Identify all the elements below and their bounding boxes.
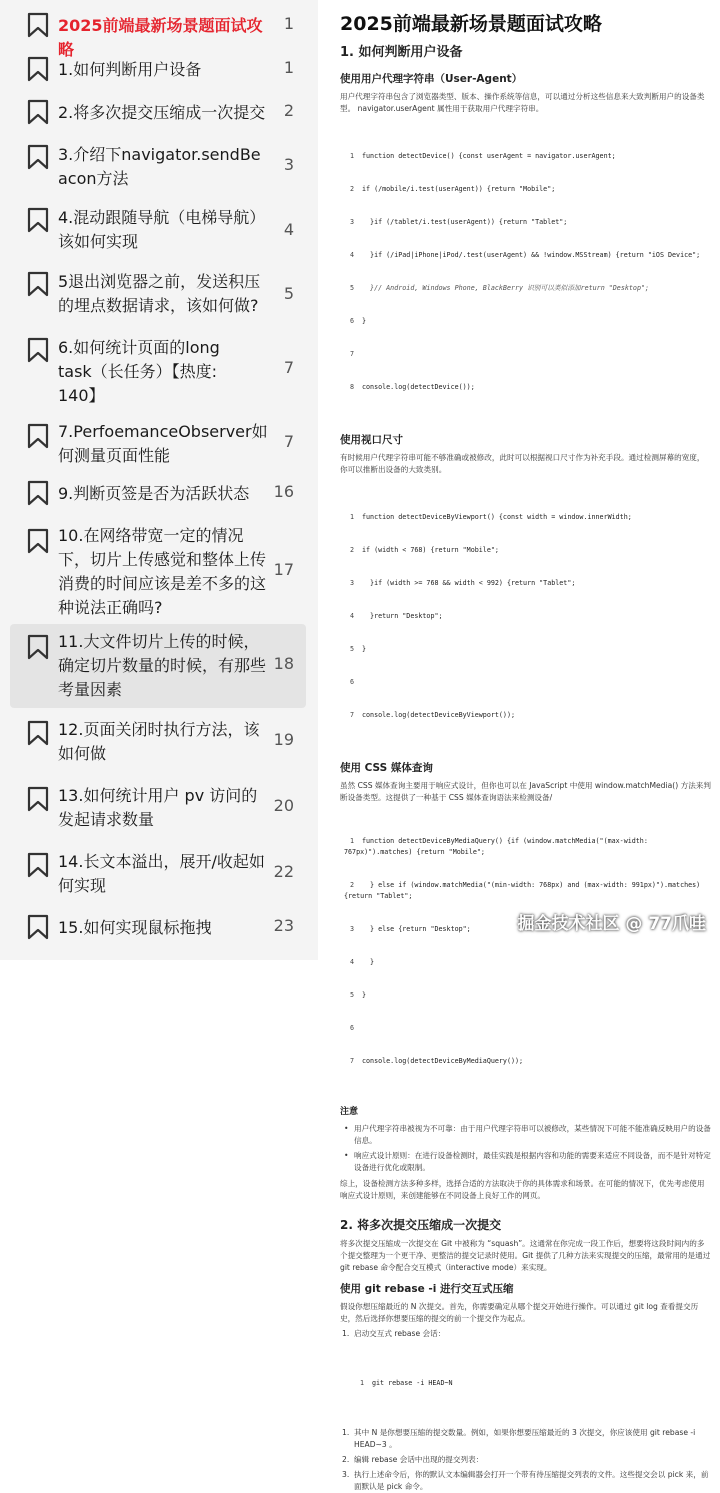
code-line: } else if (window.matchMedia("(min-width: 768px) and (max-width: 991px)").matches) {return "Tablet"; [344, 881, 705, 900]
toc-item-page: 23 [273, 916, 294, 935]
toc-item-label: 2025前端最新场景题面试攻略 [58, 16, 263, 59]
toc-item[interactable] [10, 520, 306, 620]
bookmark-icon [27, 423, 49, 449]
step-text: 启动交互式 rebase 会话： [354, 1329, 446, 1338]
bookmark-icon [27, 207, 49, 233]
note-item: • 响应式设计原则：在进行设备检测时，最佳实践是根据内容和功能的需要来适应不同设备，而不是针对特定设备进行优化或限制。 [340, 1150, 712, 1174]
watermark: 掘金技术社区 @ 77爪哇 [517, 914, 706, 934]
code-line: } [362, 958, 375, 966]
toc-item[interactable] [10, 846, 306, 902]
code-line: }if (width >= 768 && width < 992) {return "Tablet"; [362, 579, 576, 587]
bookmark-icon [27, 480, 49, 506]
toc-item-page: 19 [273, 730, 294, 749]
toc-item[interactable] [10, 780, 306, 836]
toc-item-label: 7.PerfoemanceObserver如何测量页面性能 [58, 422, 268, 465]
code-block: 1 function detectDeviceByMediaQuery() {if (window.matchMedia("(max-width: 767px)").matches) {return "Mobile"; 2 } else if (window.matchMedia("(min-width: 768px) and (max-width: 991px)").matches) {return "Tablet"; 3 } else {return "Desktop"; 4 } 5 } 6 7 console.log(detectDeviceByMediaQuery()); [344, 837, 705, 1065]
code-line: }if (/iPad|iPhone|iPod/.test(userAgent) && !window.MSStream) {return "iOS Device"; [362, 251, 701, 259]
paragraph: 假设你想压缩最近的 N 次提交。首先，你需要确定从哪个提交开始进行操作。可以通过 git log 查看提交历史，然后选择你想要压缩的提交的前一个提交作为起点。 [340, 1302, 699, 1323]
code-line: } else {return "Desktop"; [362, 925, 471, 933]
code-line: }return "Desktop"; [362, 612, 443, 620]
toc-item-label: 3.介绍下navigator.sendBeacon方法 [58, 145, 261, 188]
toc-item-label: 6.如何统计页面的long task（长任务）【热度: 140】 [58, 338, 220, 405]
toc-item-page: 1 [283, 58, 294, 77]
toc-item-page: 7 [283, 358, 294, 377]
toc-item-page: 4 [283, 220, 294, 239]
step-text: 执行上述命令后，你的默认文本编辑器会打开一个带有待压缩提交列表的文件。这些提交会以 pick 来，前面默认是 pick 命令。 [354, 1470, 709, 1491]
bookmark-icon [27, 720, 49, 746]
toc-item-label: 15.如何实现鼠标拖拽 [58, 918, 212, 937]
bookmark-icon [27, 914, 49, 940]
toc-item[interactable] [10, 416, 306, 472]
code-line: console.log(detectDeviceByMediaQuery()); [362, 1057, 524, 1065]
bookmark-icon [27, 528, 49, 554]
toc-item-label: 10.在网络带宽一定的情况下，切片上传感觉和整体上传消费的时间应该是差不多的这种说法正确吗? [58, 526, 267, 617]
code-line: console.log(detectDevice()); [362, 383, 475, 391]
toc-item[interactable] [10, 137, 306, 193]
bookmark-icon [27, 56, 49, 82]
bookmark-icon [27, 144, 49, 170]
step-text: 其中 N 是你想要压缩的提交数量。例如，如果你想要压缩最近的 3 次提交，你应该使用 git rebase -i HEAD~3 。 [354, 1428, 696, 1449]
bookmark-icon [27, 12, 49, 38]
toc-item[interactable] [10, 910, 306, 946]
note-item: • 用户代理字符串被视为不可靠：由于用户代理字符串可以被修改，某些情况下可能不能准确反映用户的设备信息。 [340, 1123, 712, 1147]
toc-item[interactable] [10, 93, 306, 129]
step-item: 3. 执行上述命令后，你的默认文本编辑器会打开一个带有待压缩提交列表的文件。这些提交会以 pick 来，前面默认是 pick 命令。 [342, 1470, 709, 1491]
subsection-heading: 使用 CSS 媒体查询 [340, 762, 433, 774]
paragraph: 综上，设备检测方法多种多样，选择合适的方法取决于你的具体需求和场景。在可能的情况下，优先考虑使用响应式设计原则，来创建能够在不同设备上良好工作的网页。 [340, 1179, 705, 1200]
toc-sidebar [0, 0, 318, 960]
code-block: 1 git rebase -i HEAD~N [359, 1379, 453, 1387]
toc-item[interactable] [10, 264, 306, 322]
toc-item-label: 11.大文件切片上传的时候，确定切片数量的时候，有那些考量因素 [58, 632, 267, 699]
subsection-heading: 使用用户代理字符串（User-Agent） [340, 73, 523, 85]
code-line: if (width < 768) {return "Mobile"; [362, 546, 499, 554]
toc-item[interactable] [10, 50, 306, 86]
toc-item-page: 18 [273, 654, 294, 673]
toc-item-page: 5 [283, 284, 294, 303]
toc-item-label: 13.如何统计用户 pv 访问的发起请求数量 [58, 786, 258, 829]
bookmark-icon [27, 852, 49, 878]
code-line: git rebase -i HEAD~N [372, 1379, 453, 1387]
bookmark-icon [27, 634, 49, 660]
toc-item-label: 14.长文本溢出，展开/收起如何实现 [58, 852, 265, 895]
code-block: 1 function detectDevice() {const userAgent = navigator.userAgent; 2 if (/mobile/i.test(userAgent)) {return "Mobile"; 3 }if (/tablet/i.test(userAgent)) {return "Tablet"; 4 }if (/iPad|iPhone|iPod/.test(userAgent) && !window.MSStream) {return "iOS Device"; 5 }// Android, Windows Phone, BlackBerry 识别可以类似添加return "Desktop"; 6 } 7 8 console.log(detectDevice()); [349, 152, 701, 391]
code-line: console.log(detectDeviceByViewport()); [362, 711, 515, 719]
toc-item-page: 17 [273, 560, 294, 579]
toc-item[interactable] [10, 476, 306, 512]
bookmark-icon [27, 99, 49, 125]
toc-item-page: 16 [273, 482, 294, 501]
paragraph: 有时候用户代理字符串可能不够准确或被修改，此时可以根据视口尺寸作为补充手段。通过检测屏幕的宽度，你可以推断出设备的大致类别。 [340, 453, 705, 474]
code-line: function detectDeviceByViewport() {const width = window.innerWidth; [362, 513, 632, 521]
step-item: 1. 启动交互式 rebase 会话： [342, 1329, 446, 1338]
code-line: } [362, 645, 367, 653]
note-heading: 注意 [340, 1107, 359, 1117]
code-line: function detectDevice() {const userAgent = navigator.userAgent; [362, 152, 616, 160]
section-heading: 1. 如何判断用户设备 [340, 45, 463, 60]
bookmark-icon [27, 337, 49, 363]
toc-item[interactable] [10, 330, 306, 410]
document-page [318, 0, 720, 1491]
toc-item-label: 1.如何判断用户设备 [58, 60, 202, 79]
paragraph: 将多次提交压缩成一次提交在 Git 中被称为 “squash”。这通常在你完成一段工作后，想要将这段时间内的多个提交整理为一个更干净、更整洁的提交记录时使用。Git 提供了几种方法来实现提交的压缩，最常用的是通过 git rebase 命令配合交互模式（interactive mode）来实现。 [340, 1239, 711, 1272]
toc-item[interactable] [10, 200, 306, 258]
code-line: if (/mobile/i.test(userAgent)) {return "Mobile"; [362, 185, 556, 193]
section-heading: 2. 将多次提交压缩成一次提交 [340, 1218, 502, 1232]
bookmark-icon [27, 271, 49, 297]
paragraph: 用户代理字符串包含了浏览器类型、版本、操作系统等信息，可以通过分析这些信息来大致判断用户的设备类型。 navigator.userAgent 属性用于获取用户代理字符串。 [340, 92, 705, 113]
toc-item[interactable] [10, 6, 306, 59]
toc-item-label: 2.将多次提交压缩成一次提交 [58, 103, 266, 122]
code-line: } [362, 317, 367, 325]
subsection-heading: 使用 git rebase -i 进行交互式压缩 [340, 1283, 514, 1295]
toc-item-active[interactable] [10, 624, 306, 708]
toc-item[interactable] [10, 714, 306, 770]
code-line: }// Android, Windows Phone, BlackBerry 识别可以类似添加return "Desktop"; [362, 284, 650, 292]
toc-item-page: 22 [273, 862, 294, 881]
code-line: function detectDeviceByMediaQuery() {if (window.matchMedia("(max-width: 767px)").matches) {return "Mobile"; [344, 837, 652, 856]
step-item: 1. 其中 N 是你想要压缩的提交数量。例如，如果你想要压缩最近的 3 次提交，你应该使用 git rebase -i HEAD~3 。 [342, 1428, 696, 1449]
toc-item-page: 2 [283, 101, 294, 120]
code-block: 1 function detectDeviceByViewport() {const width = window.innerWidth; 2 if (width < 768) {return "Mobile"; 3 }if (width >= 768 && width < 992) {return "Tablet"; 4 }return "Desktop"; 5 } 6 7 console.log(detectDeviceByViewport()); [349, 513, 632, 719]
step-text: 编辑 rebase 会话中出现的提交列表： [354, 1455, 484, 1464]
toc-item-label: 5退出浏览器之前，发送积压的埋点数据请求，该如何做? [58, 272, 261, 315]
code-line: } [362, 991, 367, 999]
bookmark-icon [27, 786, 49, 812]
toc-item-label: 12.页面关闭时执行方法，该如何做 [58, 720, 260, 763]
doc-title: 2025前端最新场景题面试攻略 [340, 13, 602, 35]
toc-item-page: 20 [273, 796, 294, 815]
toc-item-page: 3 [283, 155, 294, 174]
step-item: 2. 编辑 rebase 会话中出现的提交列表： [342, 1455, 484, 1464]
code-line: }if (/tablet/i.test(userAgent)) {return "Tablet"; [362, 218, 568, 226]
toc-item-label: 9.判断页签是否为活跃状态 [58, 484, 250, 503]
toc-item-page: 7 [283, 432, 294, 451]
toc-item-label: 4.混动跟随导航（电梯导航）该如何实现 [58, 208, 266, 251]
paragraph: 虽然 CSS 媒体查询主要用于响应式设计，但你也可以在 JavaScript 中使用 window.matchMedia() 方法来判断设备类型。这提供了一种基于 CSS 媒体查询语法来检测设备/ [340, 781, 711, 802]
toc-item-page: 1 [283, 14, 294, 33]
subsection-heading: 使用视口尺寸 [340, 434, 403, 446]
